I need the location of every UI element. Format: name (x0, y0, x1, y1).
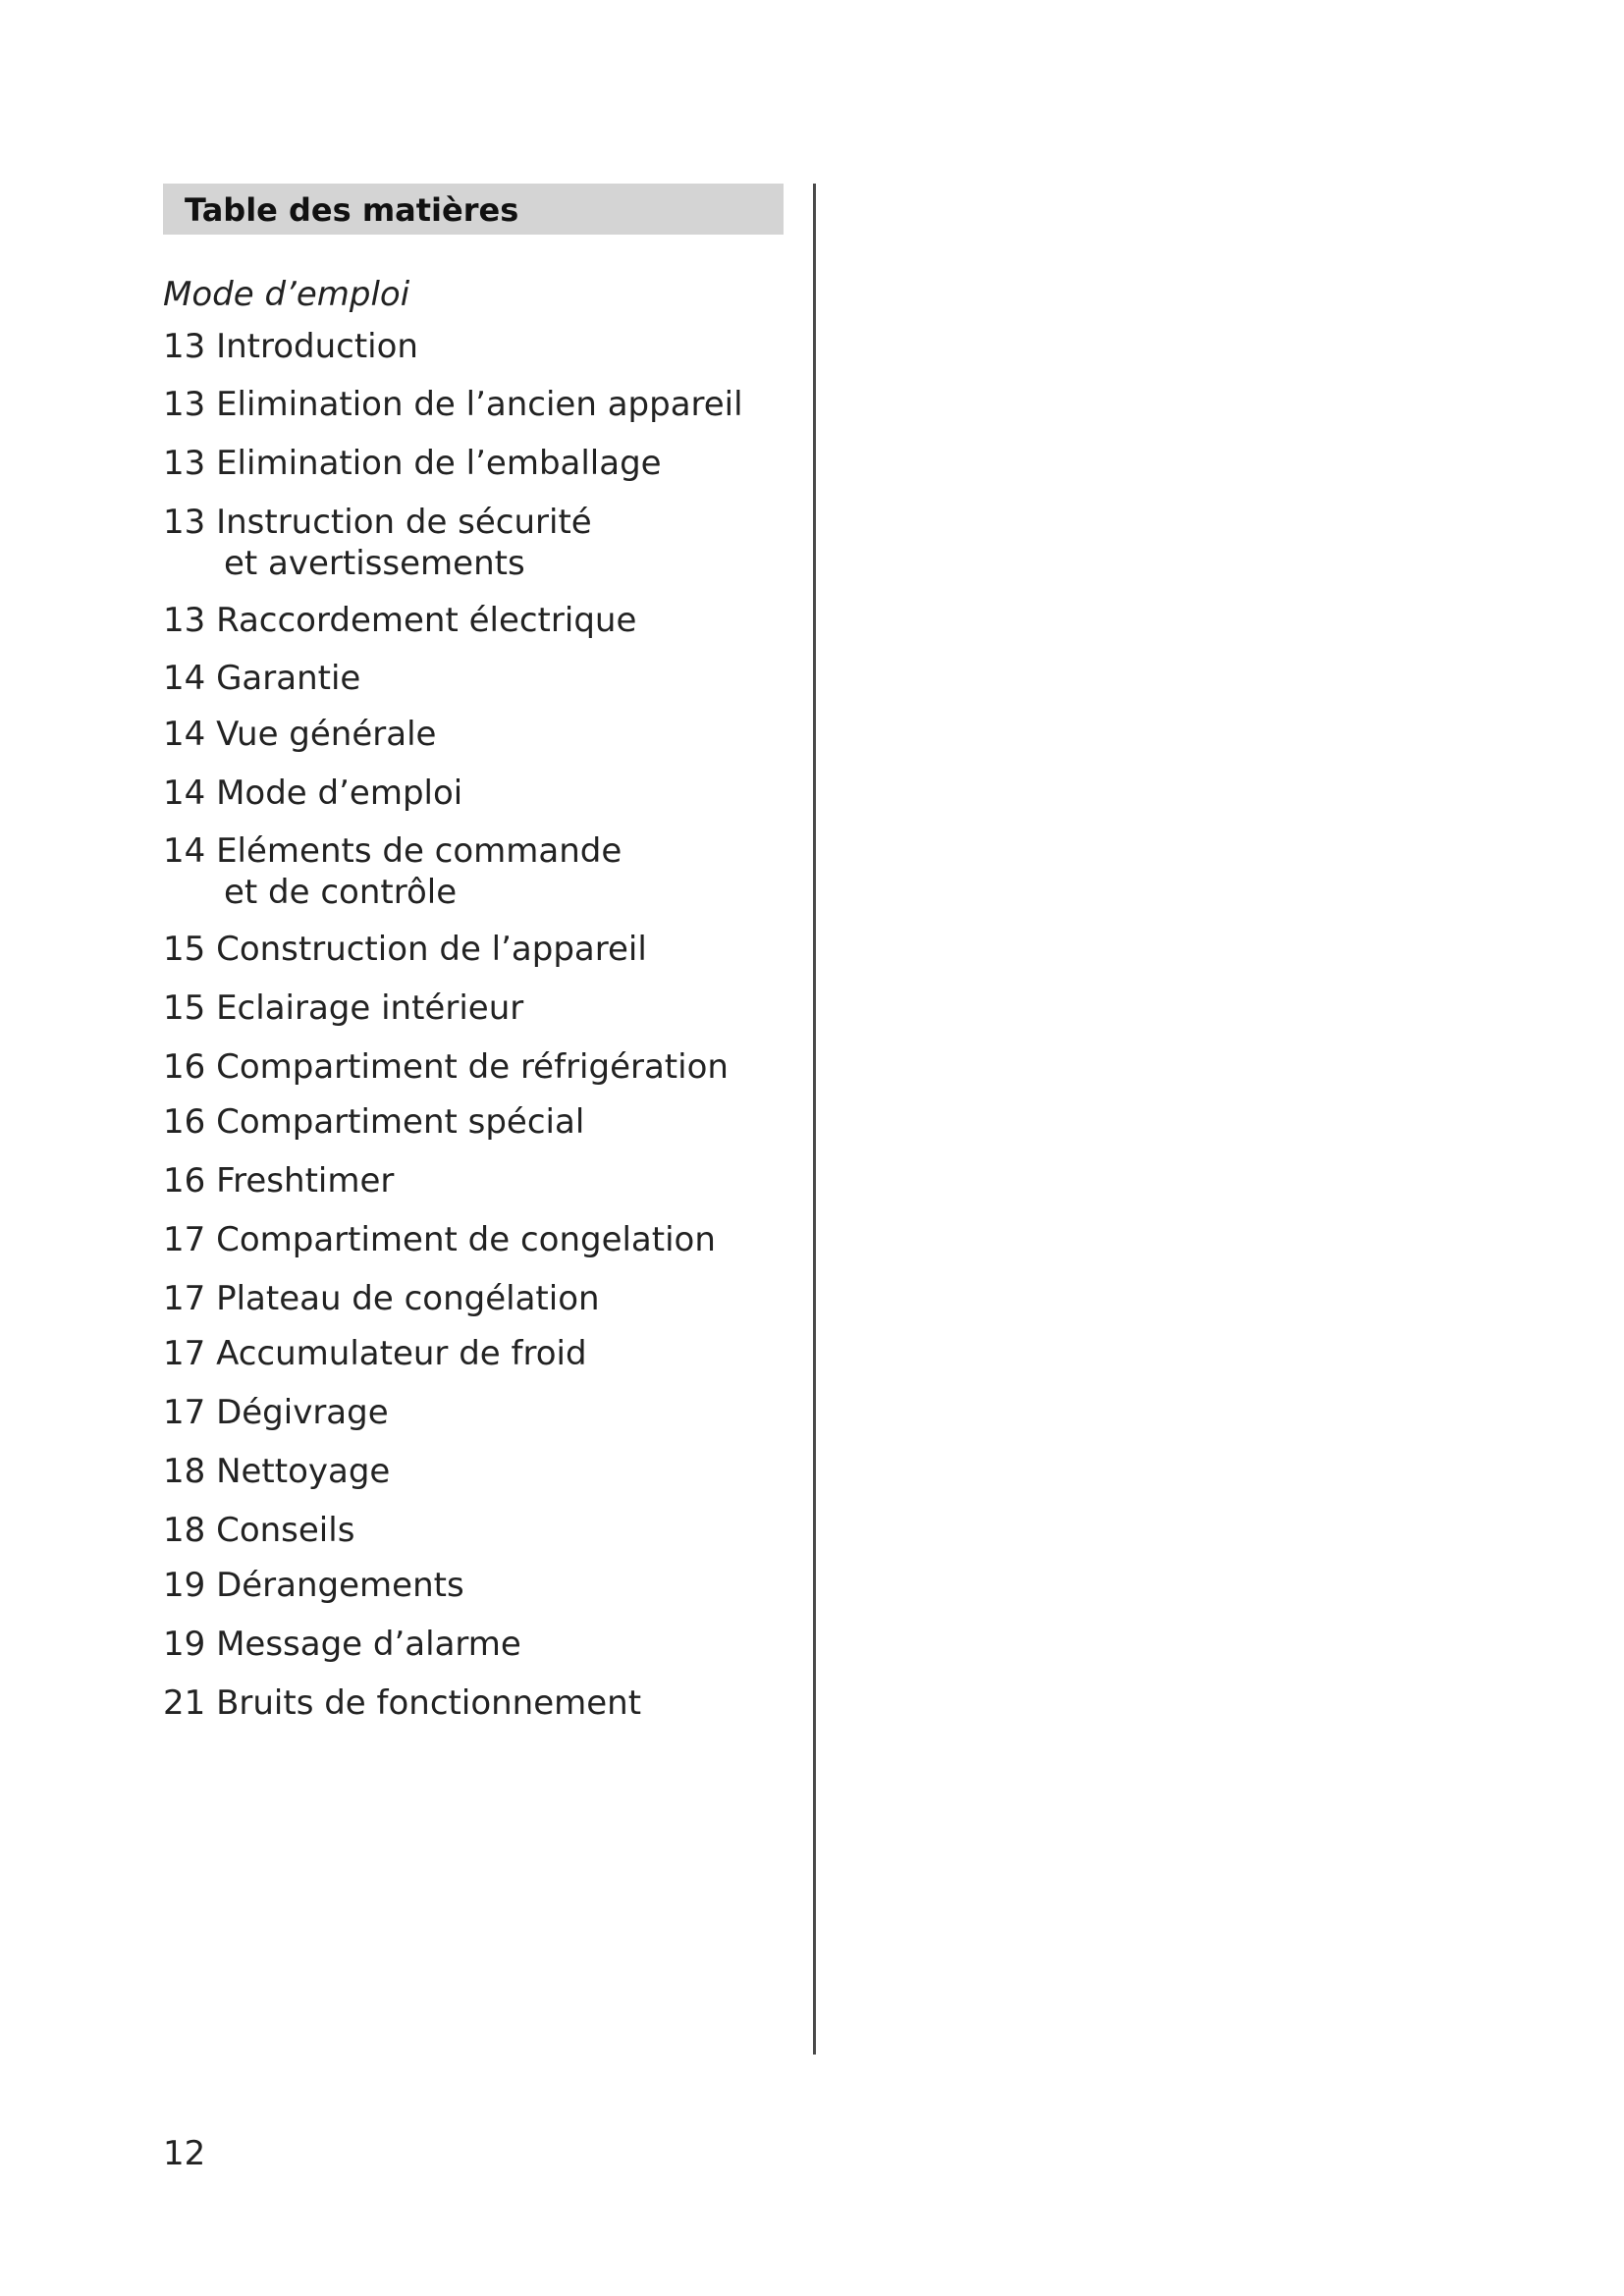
toc-title: Table des matières (185, 191, 519, 229)
toc-entry[interactable] (163, 384, 743, 425)
toc-entry-label: Conseils (216, 1511, 355, 1550)
toc-page-number: 19 (163, 1625, 206, 1664)
toc-entry-label: Bruits de fonctionnement (216, 1683, 642, 1723)
column-divider (813, 184, 816, 2055)
toc-entry[interactable] (163, 1624, 521, 1665)
toc-entry[interactable] (163, 1101, 584, 1143)
toc-page-number: 17 (163, 1220, 206, 1259)
toc-entry[interactable] (163, 1510, 354, 1551)
toc-entry[interactable] (163, 1333, 587, 1374)
toc-entry[interactable] (163, 773, 462, 814)
toc-entry-continuation: et de contrôle (224, 873, 458, 912)
toc-entry[interactable] (163, 714, 436, 755)
toc-page-number: 14 (163, 831, 206, 871)
section-title: Mode d’emploi (163, 275, 410, 314)
toc-entry-label: Dégivrage (216, 1393, 389, 1432)
toc-page-number: 16 (163, 1047, 206, 1087)
toc-entry[interactable] (163, 1160, 394, 1201)
toc-page-number: 17 (163, 1393, 206, 1432)
toc-entry-label: Vue générale (216, 715, 437, 754)
toc-entry[interactable] (163, 1565, 464, 1606)
toc-page-number: 13 (163, 503, 206, 542)
toc-page-number: 16 (163, 1102, 206, 1142)
toc-entry[interactable] (163, 502, 592, 584)
toc-entry-continuation: et avertissements (224, 544, 525, 583)
toc-entry[interactable] (163, 1682, 641, 1724)
toc-entry[interactable] (163, 988, 523, 1029)
toc-entry-label: Compartiment spécial (216, 1102, 585, 1142)
toc-page-number: 14 (163, 774, 206, 813)
toc-entry-label: Eclairage intérieur (216, 988, 524, 1028)
toc-page-number: 14 (163, 659, 206, 698)
toc-page-number: 14 (163, 715, 206, 754)
toc-entry-label: Dérangements (216, 1566, 464, 1605)
toc-page-number: 17 (163, 1279, 206, 1318)
toc-entry-label: Construction de l’appareil (216, 930, 647, 969)
toc-page-number: 15 (163, 930, 206, 969)
toc-header-bar (163, 184, 784, 235)
toc-entry-label: Message d’alarme (216, 1625, 521, 1664)
toc-entry-label: Mode d’emploi (216, 774, 463, 813)
toc-page-number: 17 (163, 1334, 206, 1373)
toc-page-number: 15 (163, 988, 206, 1028)
toc-entry-label: Eléments de commande (216, 831, 623, 871)
toc-page-number: 19 (163, 1566, 206, 1605)
toc-entry[interactable] (163, 326, 418, 367)
toc-entry[interactable] (163, 1451, 390, 1492)
toc-entry-label: Plateau de congélation (216, 1279, 600, 1318)
toc-entry-label: Elimination de l’ancien appareil (216, 385, 743, 424)
toc-page-number: 13 (163, 444, 206, 483)
toc-entry[interactable] (163, 443, 662, 484)
toc-entry-label: Introduction (216, 327, 418, 366)
toc-entry[interactable] (163, 1278, 600, 1319)
toc-entry-label: Compartiment de réfrigération (216, 1047, 729, 1087)
toc-page-number: 16 (163, 1161, 206, 1201)
toc-page-number: 13 (163, 327, 206, 366)
toc-entry[interactable] (163, 830, 622, 913)
toc-entry-label: Garantie (216, 659, 361, 698)
toc-entry[interactable] (163, 1219, 716, 1260)
toc-entry[interactable] (163, 1392, 389, 1433)
toc-entry-label: Instruction de sécurité (216, 503, 592, 542)
page-number: 12 (163, 2134, 206, 2173)
toc-entry[interactable] (163, 929, 647, 970)
toc-entry-label: Elimination de l’emballage (216, 444, 662, 483)
toc-entry[interactable] (163, 1046, 729, 1088)
toc-page-number: 13 (163, 601, 206, 640)
toc-page-number: 13 (163, 385, 206, 424)
toc-page-number: 21 (163, 1683, 206, 1723)
toc-entry-label: Accumulateur de froid (216, 1334, 587, 1373)
toc-entry-label: Raccordement électrique (216, 601, 637, 640)
toc-entry-label: Nettoyage (216, 1452, 391, 1491)
toc-page-number: 18 (163, 1452, 206, 1491)
toc-page-number: 18 (163, 1511, 206, 1550)
toc-entry-label: Freshtimer (216, 1161, 395, 1201)
toc-entry-label: Compartiment de congelation (216, 1220, 716, 1259)
toc-entry[interactable] (163, 658, 360, 699)
toc-entry[interactable] (163, 600, 636, 641)
